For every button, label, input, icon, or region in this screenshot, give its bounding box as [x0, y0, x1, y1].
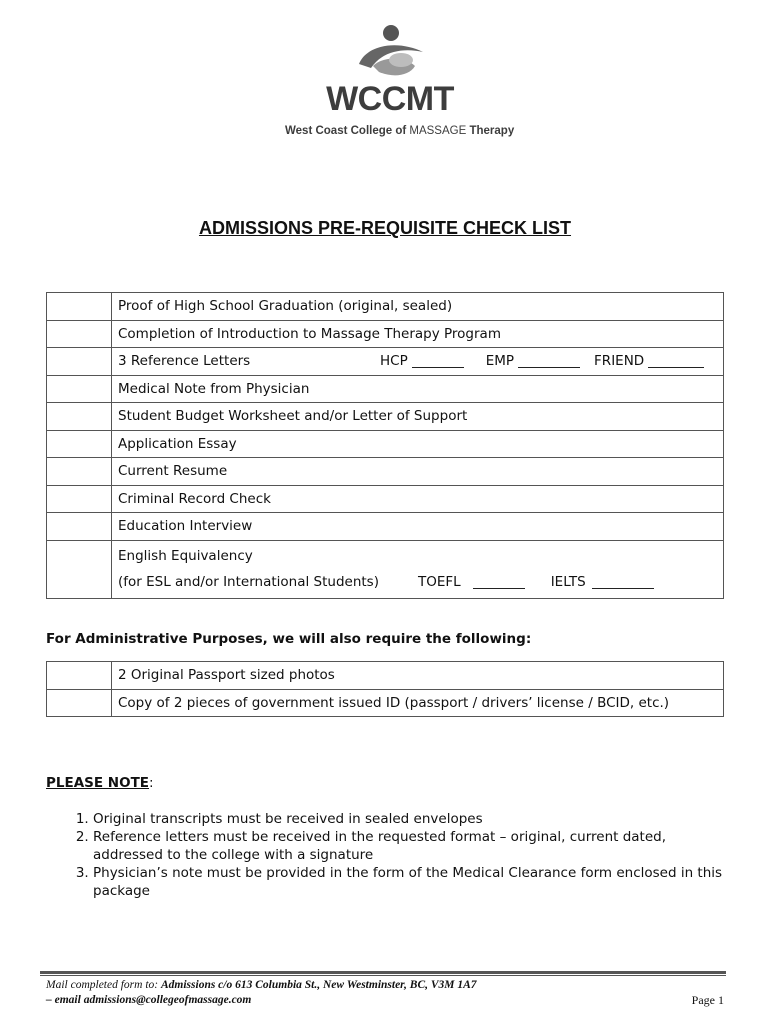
- checkbox-cell[interactable]: [47, 485, 112, 513]
- logo-subtitle-mid: MASSAGE: [409, 125, 467, 137]
- checkbox-cell[interactable]: [47, 430, 112, 458]
- footer-email: – email admissions@collegeofmassage.com: [46, 994, 252, 1006]
- item-label: Criminal Record Check: [112, 485, 724, 513]
- checkbox-cell[interactable]: [47, 513, 112, 541]
- toefl-label: TOEFL: [418, 574, 461, 590]
- item-label: 3 Reference Letters: [118, 353, 251, 370]
- item-label: Student Budget Worksheet and/or Letter of Support: [112, 403, 724, 431]
- note-heading: [46, 775, 154, 791]
- hcp-label: HCP: [380, 353, 408, 370]
- checklist-row: [47, 293, 724, 321]
- checkbox-cell[interactable]: [47, 689, 112, 717]
- item-sublabel: (for ESL and/or International Students): [118, 574, 379, 590]
- item-label: English Equivalency: [118, 548, 253, 564]
- ielts-label: IELTS: [550, 574, 586, 590]
- footer-divider: [40, 971, 726, 974]
- page-title: ADMISSIONS PRE-REQUISITE CHECK LIST: [198, 218, 572, 238]
- checklist-row: [47, 485, 724, 513]
- checklist-row: [47, 320, 724, 348]
- item-label: Education Interview: [112, 513, 724, 541]
- list-item: 2. Reference letters must be received in the requested format – original, current dated, addressed to the college with a signature: [93, 828, 726, 864]
- admin-checklist: [46, 661, 724, 717]
- checklist-row: [47, 348, 724, 376]
- logo-figure-icon: [349, 22, 431, 84]
- checklist-row: [47, 430, 724, 458]
- emp-blank[interactable]: [518, 355, 580, 368]
- logo-subtitle: [285, 125, 515, 137]
- footer-mail-address: Admissions c/o 613 Columbia St., New Westminster, BC, V3M 1A7: [160, 979, 477, 991]
- checklist-row: [47, 375, 724, 403]
- checkbox-cell[interactable]: [47, 293, 112, 321]
- english-equivalency-cell: [112, 540, 724, 598]
- item-label: Copy of 2 pieces of government issued ID (passport / drivers’ license / BCID, etc.): [112, 689, 724, 717]
- logo-subtitle-right: Therapy: [466, 125, 515, 137]
- logo-wordmark: WCCMT: [326, 80, 454, 118]
- footer-divider-thin: [40, 975, 726, 976]
- prerequisite-checklist: [46, 292, 724, 599]
- footer: [46, 978, 724, 1008]
- checkbox-cell[interactable]: [47, 403, 112, 431]
- item-label: Current Resume: [112, 458, 724, 486]
- emp-label: EMP: [485, 353, 515, 370]
- item-label: Application Essay: [112, 430, 724, 458]
- checklist-row: [47, 513, 724, 541]
- college-logo: [285, 22, 515, 147]
- checkbox-cell[interactable]: [47, 320, 112, 348]
- checklist-row: [47, 540, 724, 598]
- note-heading-colon: :: [149, 775, 154, 791]
- list-item: 1. Original transcripts must be received in sealed envelopes: [93, 810, 726, 828]
- checklist-row: [47, 689, 724, 717]
- checklist-row: [47, 662, 724, 690]
- checklist-row: [47, 403, 724, 431]
- note-list: [46, 810, 726, 900]
- item-label: Completion of Introduction to Massage Therapy Program: [112, 320, 724, 348]
- checkbox-cell[interactable]: [47, 458, 112, 486]
- item-label: Medical Note from Physician: [112, 375, 724, 403]
- footer-mail-label: Mail completed form to:: [46, 979, 161, 991]
- reference-letters-cell: [112, 348, 724, 376]
- friend-blank[interactable]: [648, 355, 704, 368]
- page-number: Page 1: [691, 993, 724, 1007]
- item-label: 2 Original Passport sized photos: [112, 662, 724, 690]
- hcp-blank[interactable]: [412, 355, 464, 368]
- checkbox-cell[interactable]: [47, 375, 112, 403]
- admin-heading: For Administrative Purposes, we will also require the following:: [46, 631, 532, 647]
- checkbox-cell[interactable]: [47, 662, 112, 690]
- checkbox-cell[interactable]: [47, 540, 112, 598]
- toefl-blank[interactable]: [473, 576, 525, 589]
- checklist-row: [47, 458, 724, 486]
- ielts-blank[interactable]: [592, 576, 654, 589]
- checkbox-cell[interactable]: [47, 348, 112, 376]
- friend-label: FRIEND: [594, 353, 645, 370]
- logo-subtitle-left: West Coast College of: [285, 125, 410, 137]
- list-item: 3. Physician’s note must be provided in the form of the Medical Clearance form enclosed in this package: [93, 864, 726, 900]
- note-heading-text: PLEASE NOTE: [46, 775, 150, 791]
- item-label: Proof of High School Graduation (original, sealed): [112, 293, 724, 321]
